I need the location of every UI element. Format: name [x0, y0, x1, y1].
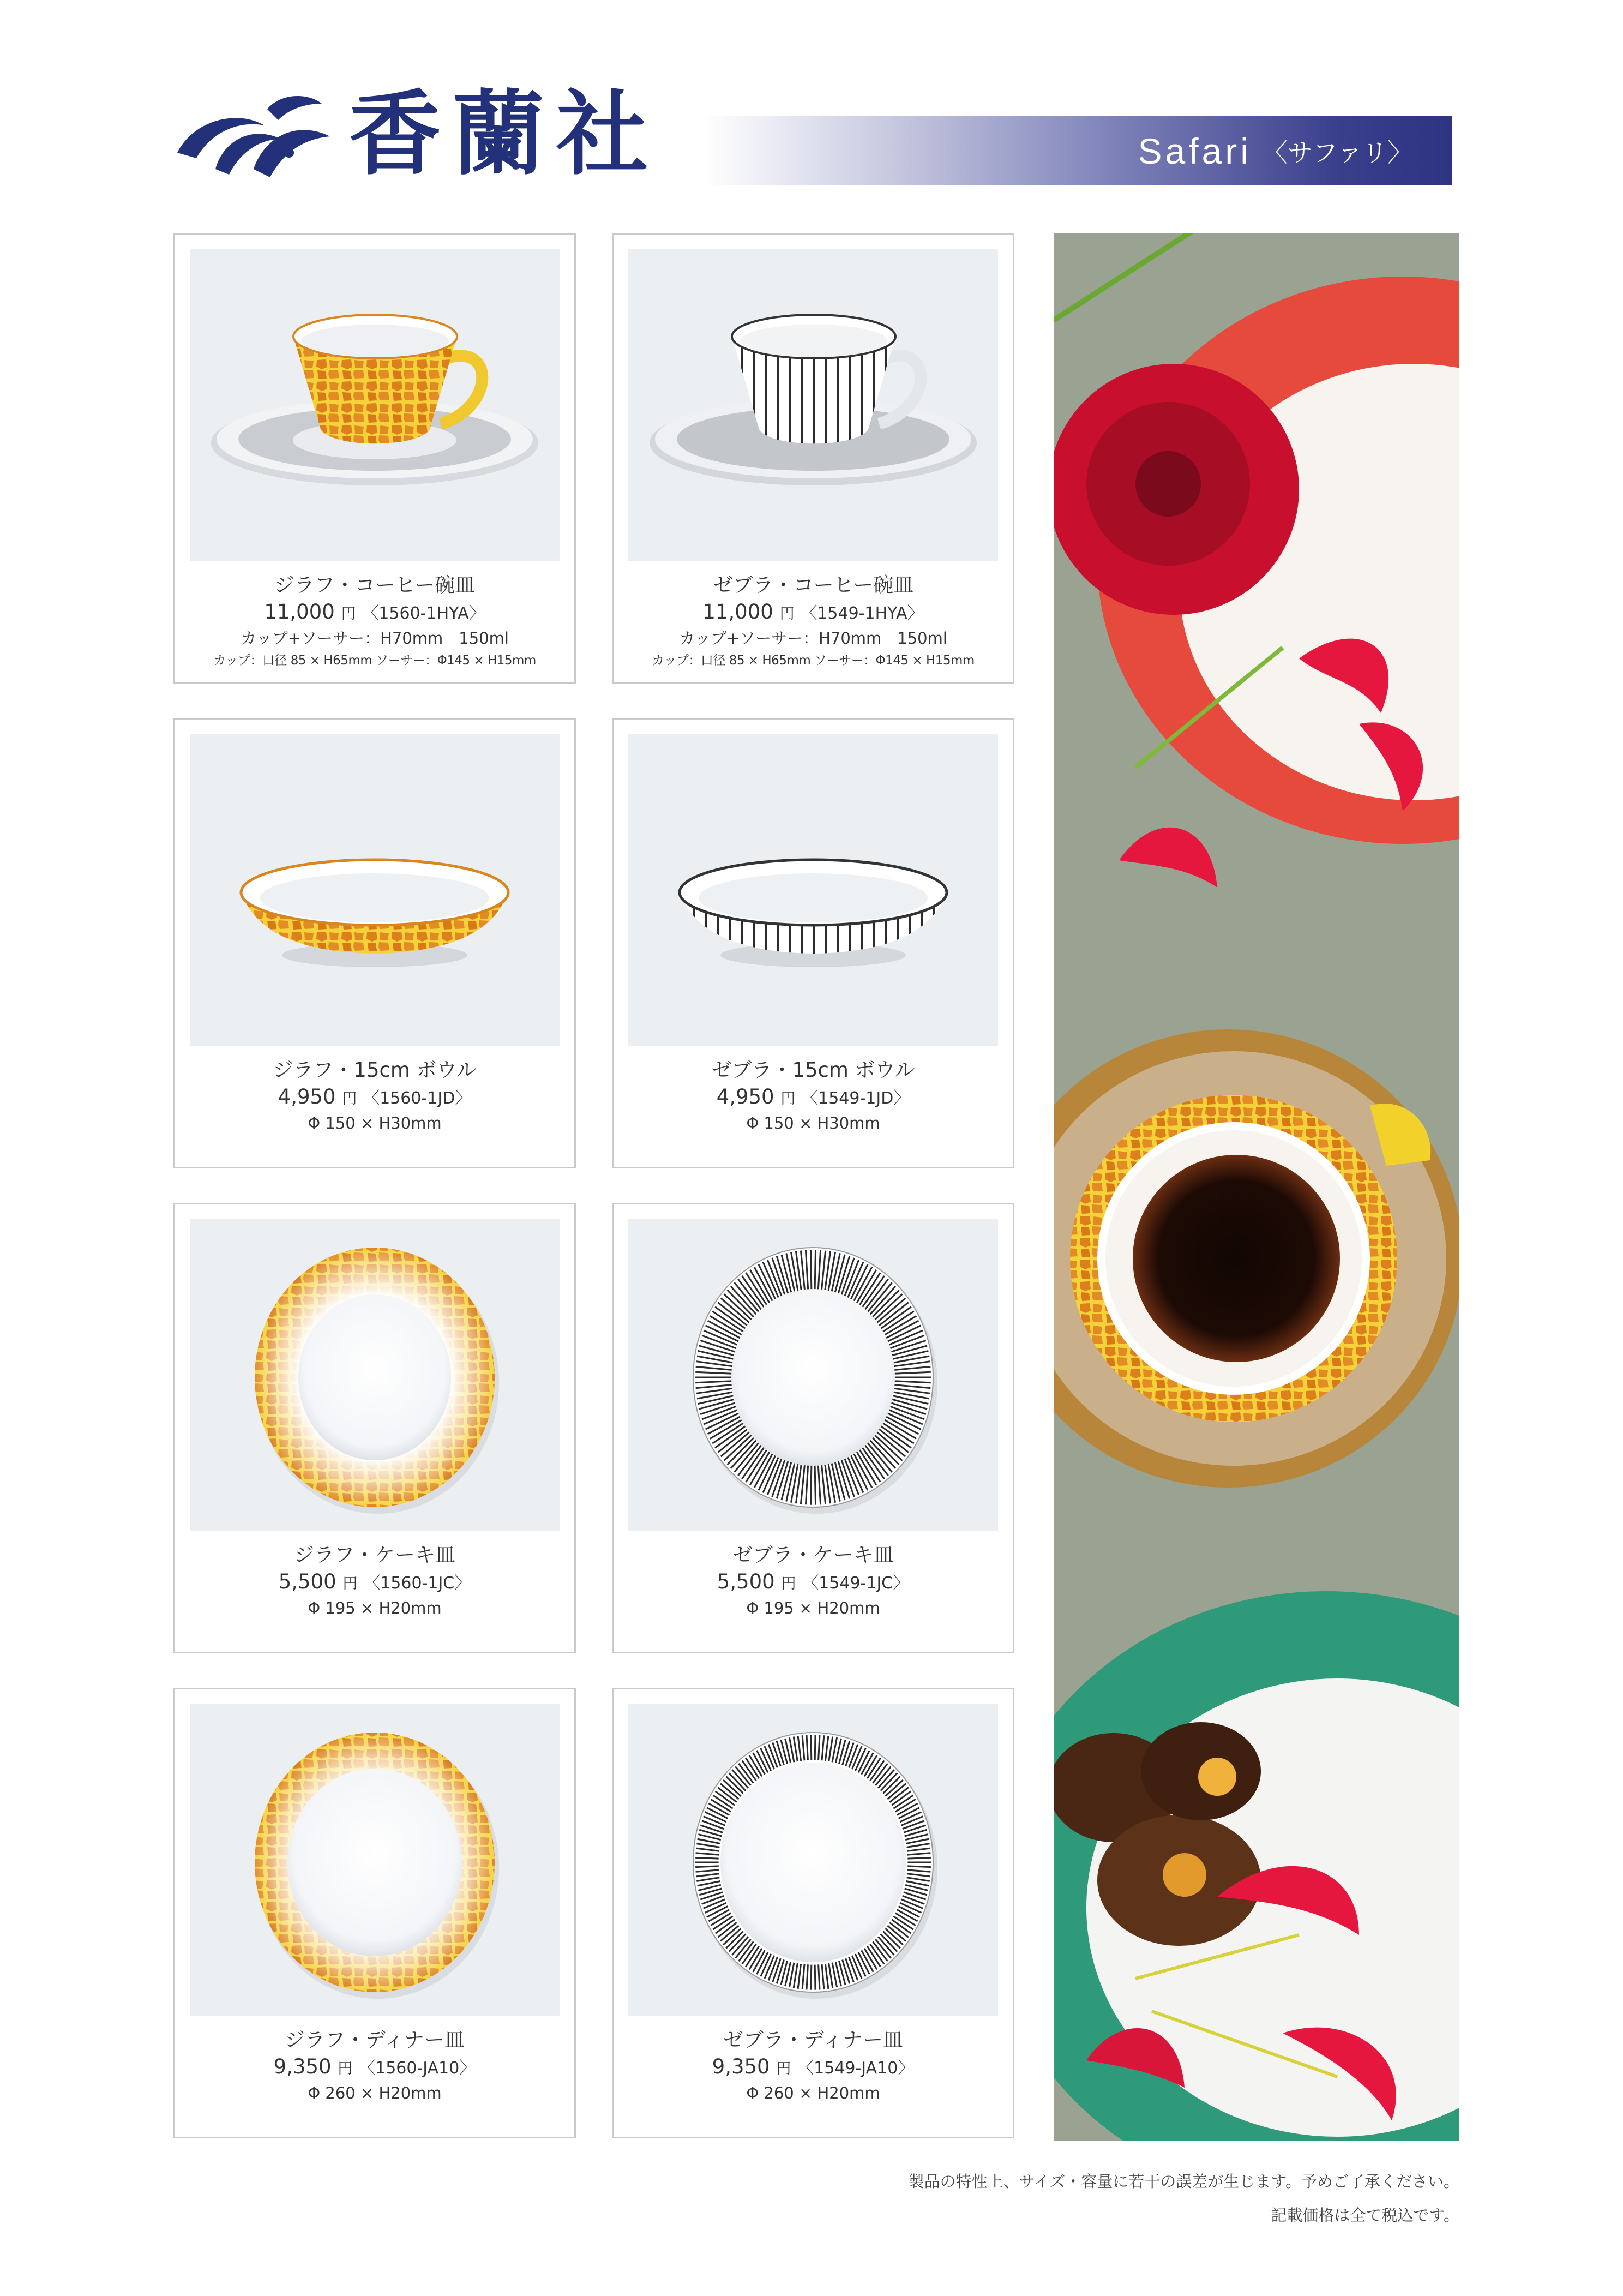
product-price: 5,500 円 〈1560-1JC〉	[278, 1570, 471, 1593]
product-photo	[628, 734, 998, 1046]
product-photo	[628, 249, 998, 561]
brand-logo	[172, 76, 679, 191]
product-price: 5,500 円 〈1549-1JC〉	[717, 1570, 910, 1593]
size-disclaimer: 製品の特性上、サイズ・容量に若干の誤差が生じます。予めご了承ください。	[908, 2172, 1459, 2191]
product-name: ジラフ・ディナー皿	[284, 2028, 465, 2052]
giraffe-dinner-plate-image	[190, 1704, 560, 2016]
product-name: ゼブラ・ディナー皿	[723, 2028, 904, 2052]
product-card-giraffe-cake-plate[interactable]	[173, 1203, 576, 1653]
product-card-zebra-bowl[interactable]	[612, 718, 1014, 1168]
brand-name: 香蘭社	[349, 80, 660, 188]
product-dimensions: カップ+ソーサー：H70mm 150ml	[679, 629, 947, 648]
tax-note: 記載価格は全て税込です。	[1271, 2206, 1459, 2225]
zebra-cake-plate-image	[628, 1219, 998, 1531]
product-name: ジラフ・ケーキ皿	[294, 1543, 455, 1567]
product-card-zebra-coffee-cup[interactable]	[612, 233, 1014, 684]
product-dimensions: Φ 260 × H20mm	[746, 2084, 880, 2102]
zebra-dinner-plate-image	[628, 1704, 998, 2016]
product-dimensions-detail: カップ：口径 85 × H65mm ソーサー：Φ145 × H15mm	[213, 654, 536, 668]
product-dimensions-detail: カップ：口径 85 × H65mm ソーサー：Φ145 × H15mm	[652, 654, 975, 668]
product-price: 11,000 円 〈1560-1HYA〉	[264, 600, 485, 624]
product-photo	[190, 734, 560, 1046]
footer-notes	[909, 2165, 1459, 2232]
product-dimensions: Φ 195 × H20mm	[308, 1599, 442, 1617]
product-card-giraffe-bowl[interactable]	[173, 718, 576, 1168]
product-photo	[190, 1704, 560, 2016]
product-name: ジラフ・15cm ボウル	[273, 1058, 477, 1082]
giraffe-bowl-image	[190, 734, 560, 1046]
product-photo	[628, 1704, 998, 2016]
product-card-zebra-dinner-plate[interactable]	[612, 1688, 1014, 2138]
product-price: 4,950 円 〈1549-1JD〉	[716, 1085, 910, 1108]
lifestyle-photo	[1054, 233, 1459, 2141]
zebra-cup-saucer-image	[628, 249, 998, 561]
product-name: ジラフ・コーヒー碗皿	[274, 573, 476, 597]
product-photo	[190, 249, 560, 561]
product-price: 4,950 円 〈1560-1JD〉	[278, 1085, 472, 1108]
product-price: 11,000 円 〈1549-1HYA〉	[702, 600, 924, 624]
product-card-giraffe-dinner-plate[interactable]	[173, 1688, 576, 2138]
collection-title: Safari	[1138, 130, 1252, 171]
product-name: ゼブラ・ケーキ皿	[732, 1543, 894, 1567]
collection-subtitle: 〈サファリ〉	[1262, 137, 1412, 167]
product-name: ゼブラ・コーヒー碗皿	[712, 573, 914, 597]
collection-banner	[704, 116, 1452, 185]
product-dimensions: カップ+ソーサー：H70mm 150ml	[241, 629, 509, 648]
product-dimensions: Φ 195 × H20mm	[746, 1599, 880, 1617]
product-photo	[190, 1219, 560, 1531]
giraffe-cake-plate-image	[190, 1219, 560, 1531]
product-card-giraffe-coffee-cup[interactable]	[173, 233, 576, 684]
product-photo	[628, 1219, 998, 1531]
product-dimensions: Φ 150 × H30mm	[746, 1114, 880, 1132]
table-setting-image	[1054, 233, 1459, 2141]
product-price: 9,350 円 〈1560-JA10〉	[273, 2055, 476, 2078]
product-name: ゼブラ・15cm ボウル	[711, 1058, 915, 1082]
product-price: 9,350 円 〈1549-JA10〉	[712, 2055, 915, 2078]
orchid-logo-icon	[172, 87, 335, 180]
zebra-bowl-image	[628, 734, 998, 1046]
product-dimensions: Φ 150 × H30mm	[308, 1114, 442, 1132]
product-dimensions: Φ 260 × H20mm	[308, 2084, 442, 2102]
giraffe-cup-saucer-image	[190, 249, 560, 561]
product-card-zebra-cake-plate[interactable]	[612, 1203, 1014, 1653]
